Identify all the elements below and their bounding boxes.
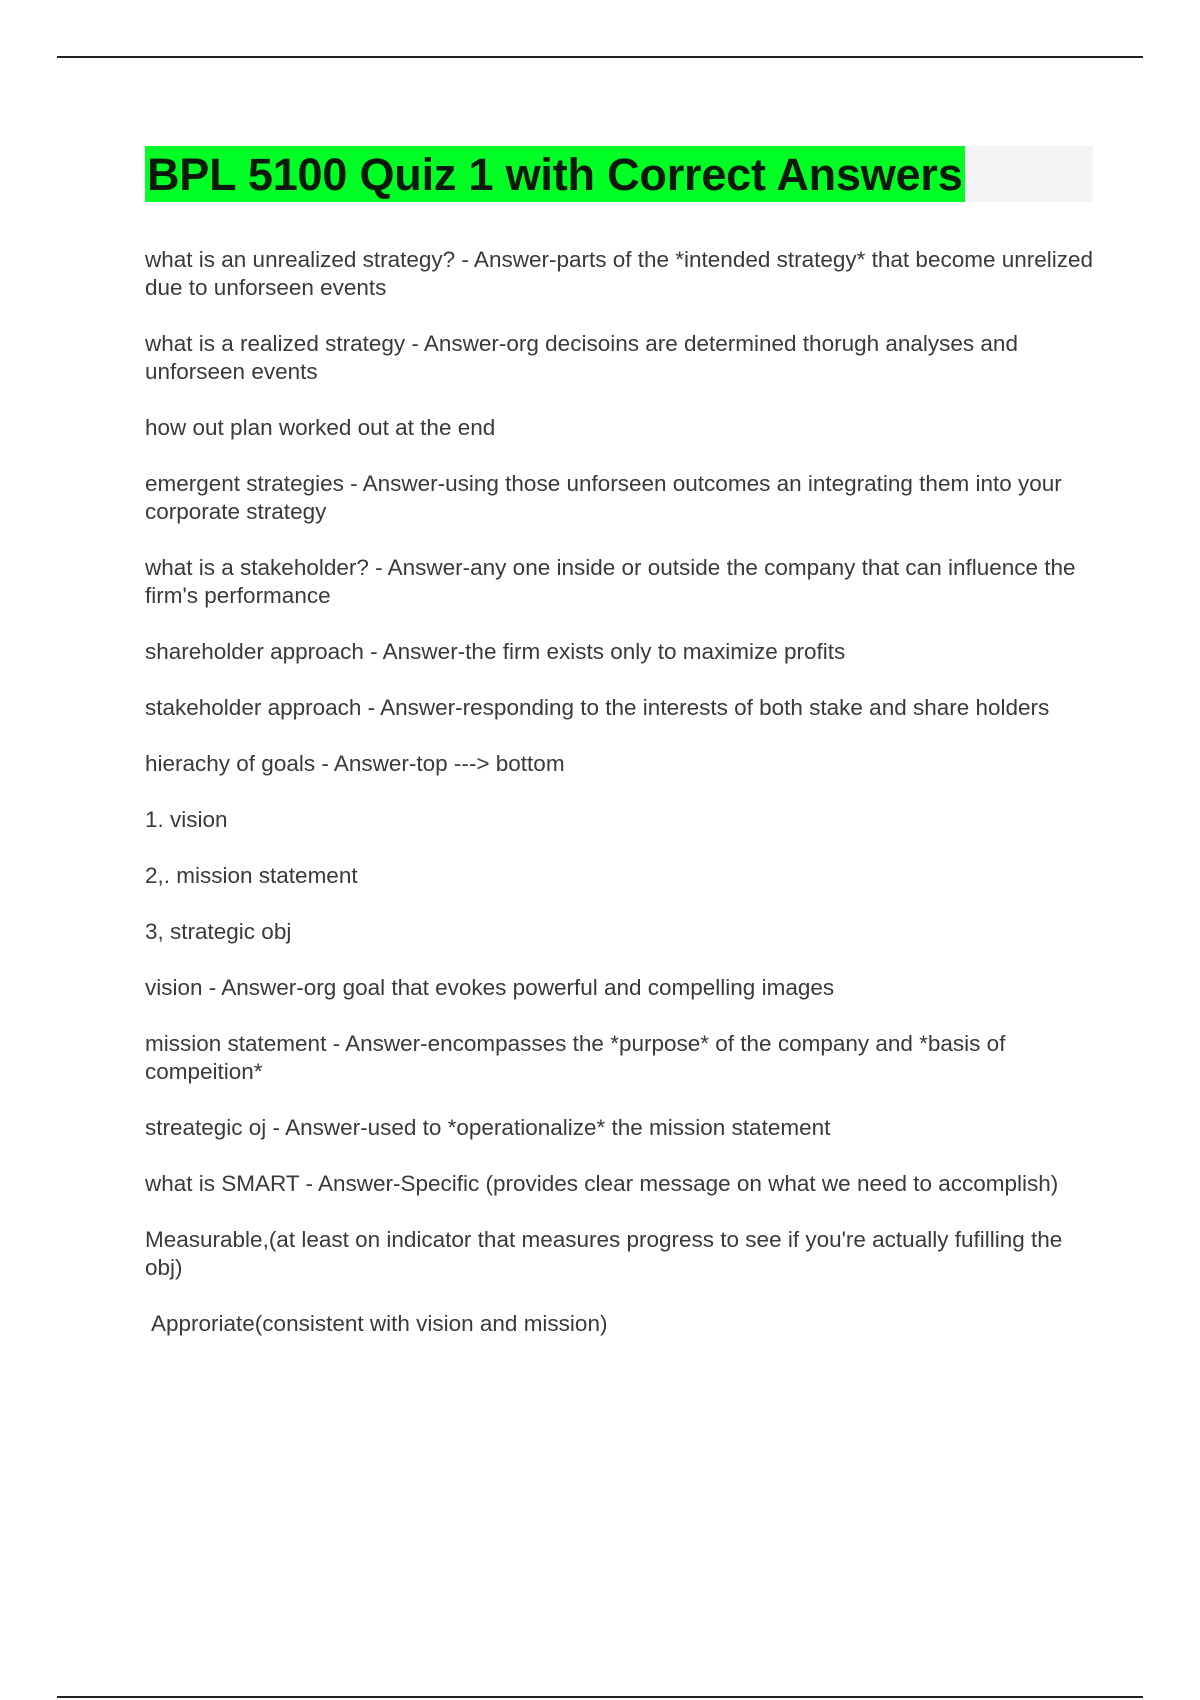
title-block: [145, 146, 1093, 202]
list-item-vision: 1. vision: [145, 807, 228, 832]
paragraph-mission-statement: mission statement - Answer-encompasses the *purpose* of the company and *basis of compeition*: [145, 1031, 1006, 1084]
paragraph-stakeholder: what is a stakeholder? - Answer-any one inside or outside the company that can influence the firm's performance: [145, 555, 1076, 608]
paragraph-smart: what is SMART - Answer-Specific (provides clear message on what we need to accomplish): [145, 1171, 1059, 1196]
list-item-mission-statement: 2,. mission statement: [145, 863, 358, 888]
paragraph-emergent-strategies: emergent strategies - Answer-using those unforseen outcomes an integrating them into your corporate strategy: [145, 471, 1062, 524]
top-rule: [57, 56, 1143, 58]
paragraph-vision: vision - Answer-org goal that evokes powerful and compelling images: [145, 975, 835, 1000]
paragraph-hierarchy-of-goals: hierachy of goals - Answer-top ---> bottom: [145, 751, 565, 776]
list-item-strategic-obj: 3, strategic obj: [145, 919, 292, 944]
paragraph-strategic-oj: streategic oj - Answer-used to *operationalize* the mission statement: [145, 1115, 831, 1140]
paragraph-realized-strategy: what is a realized strategy - Answer-org decisoins are determined thorugh analyses and unforseen events: [145, 331, 1018, 384]
paragraph-unrealized-strategy: what is an unrealized strategy? - Answer-parts of the *intended strategy* that become unrelized due to unforseen events: [145, 247, 1094, 300]
paragraph-shareholder-approach: shareholder approach - Answer-the firm exists only to maximize profits: [145, 639, 846, 664]
page-title: BPL 5100 Quiz 1 with Correct Answers: [145, 146, 965, 202]
document-body: [145, 246, 1095, 1366]
paragraph-stakeholder-approach: stakeholder approach - Answer-responding to the interests of both stake and share holders: [145, 695, 1050, 720]
paragraph-measurable: Measurable,(at least on indicator that measures progress to see if you're actually fufilling the obj): [145, 1227, 1063, 1280]
paragraph-appropriate: Approriate(consistent with vision and mission): [151, 1311, 608, 1336]
bottom-rule: [57, 1696, 1143, 1698]
paragraph-plan-outcome: how out plan worked out at the end: [145, 415, 496, 440]
